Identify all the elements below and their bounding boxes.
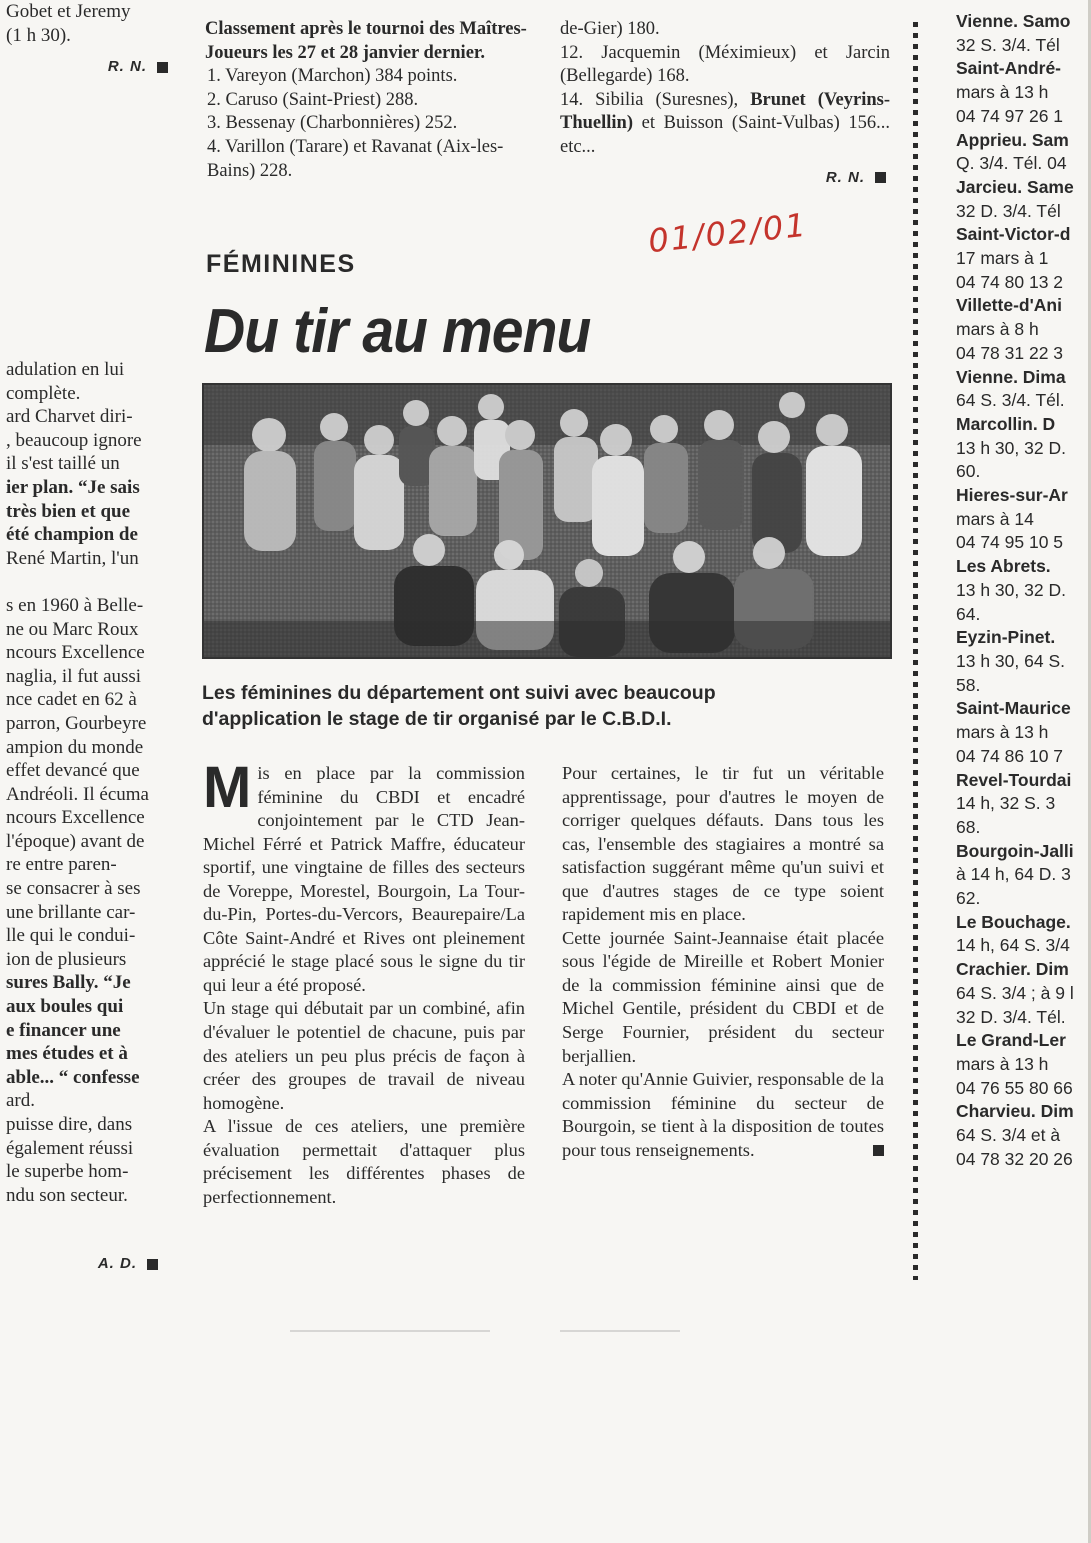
listing-heading: Apprieu. Sam: [956, 129, 1069, 150]
left-column-line: ard.: [6, 1090, 36, 1112]
group-photo: [202, 383, 892, 659]
listing-detail: 14 h, 64 S. 3/4: [956, 935, 1070, 956]
listing-heading: Hieres-sur-Ar: [956, 485, 1068, 506]
right-column-listings: [956, 0, 1091, 1171]
left-column-line: ier plan. “Je sais: [6, 476, 140, 498]
article-headline: Du tir au menu: [204, 297, 591, 366]
listing-detail: 32 D. 3/4. Tél: [956, 200, 1061, 221]
listing-detail: 04 74 97 26 1: [956, 105, 1064, 126]
rankings-bold-name: Brunet (Veyrins-Thuellin): [560, 89, 890, 134]
left-column-line: été champion de: [6, 524, 138, 546]
rankings-text: 14. Sibilia (Suresnes),: [560, 89, 751, 110]
left-column-line: parron, Gourbeyre: [6, 712, 147, 734]
article-text: A noter qu'Annie Guivier, responsable de la commission féminine du secteur de Bourgoin, se tient à la disposition de toutes pour tous renseignements.: [562, 1069, 884, 1160]
signature-bottom: [98, 1252, 158, 1276]
left-column-line: sures Bally. “Je: [6, 972, 131, 994]
listing-detail: 58.: [956, 674, 981, 695]
listing-heading: Le Bouchage.: [956, 911, 1071, 932]
left-column-line: mes études et à: [6, 1043, 128, 1065]
left-column-line: ncours Excellence: [6, 642, 145, 664]
signature-rankings: [560, 166, 886, 190]
left-column-line: se consacrer à ses: [6, 878, 141, 900]
signature-text: A. D.: [97, 1255, 137, 1272]
listing-detail: 04 74 86 10 7: [956, 745, 1064, 766]
left-column-line: [6, 570, 171, 594]
listing-detail: 04 74 80 13 2: [956, 271, 1064, 292]
article-paragraph: Pour certaines, le tir fut un véritable apprentissage, pour d'autres le moyen de corriger quelques défauts. Dans tous les cas, l'ensemble des stagiaires a montré sa satisfaction suggérant même qu'un suivi et que d'autres stages de ce type soient rapidement mis en place.: [562, 763, 884, 925]
listing-detail: 13 h 30, 64 S.: [956, 650, 1065, 671]
end-mark: [875, 172, 886, 183]
listing-detail: mars à 8 h: [956, 319, 1039, 340]
listing-detail: 13 h 30, 32 D.: [956, 579, 1066, 600]
left-column-line: René Martin, l'un: [6, 547, 139, 569]
article-paragraph: [203, 755, 525, 997]
left-column-line: nce cadet en 62 à: [6, 689, 137, 711]
listing-detail: mars à 13 h: [956, 82, 1049, 103]
listing-detail: 64 S. 3/4. Tél.: [956, 390, 1065, 411]
end-mark: [147, 1259, 158, 1270]
listing-detail: 14 h, 32 S. 3: [956, 793, 1056, 814]
left-column-line: également réussi: [6, 1137, 134, 1159]
rankings-column-2: [560, 18, 890, 189]
rankings-text: et Buisson (Saint-Vulbas) 156... etc...: [560, 113, 890, 157]
article-text: is en place par la commission féminine du CBDI et encadré conjointement par le CTD Jean-Michel Férré et Patrick Maffre, éducateur sportif, une vingtaine de filles des secteurs de Voreppe, Morestel, Bourgoin, La Tour-du-Pin, Portes-du-Vercors, Beaurepaire/La Côte Saint-André et Rives ont pleinement apprécié le stage placé sous le signe du tir qui leur a été proposé.: [203, 763, 525, 995]
listing-detail: 04 74 95 10 5: [956, 532, 1064, 553]
listing-heading: Bourgoin-Jalli: [956, 840, 1074, 861]
ranking-item: 2. Caruso (Saint-Priest) 288.: [207, 89, 419, 110]
listing-detail: 13 h 30, 32 D.: [956, 437, 1066, 458]
listing-detail: 04 76 55 80 66: [956, 1077, 1073, 1098]
ranking-item: 4. Varillon (Tarare) et Ravanat (Aix-les-Bains) 228.: [207, 136, 504, 181]
signature-text: R. N.: [825, 168, 865, 186]
signature-text: R. N.: [107, 58, 147, 76]
listing-heading: Saint-Maurice: [956, 698, 1071, 719]
left-column-line: able... “ confesse: [6, 1066, 140, 1088]
end-mark: [157, 62, 168, 73]
listing-detail: 32 S. 3/4. Tél: [956, 34, 1060, 55]
left-column-line: ion de plusieurs: [6, 948, 127, 970]
listing-heading: Le Grand-Ler: [956, 1030, 1066, 1051]
left-column-line: e financer une: [6, 1019, 121, 1041]
left-column-line: re entre paren-: [6, 854, 117, 876]
listing-detail: 04 78 31 22 3: [956, 342, 1064, 363]
left-column-line: , beaucoup ignore: [6, 429, 142, 451]
left-column-line: adulation en lui: [6, 359, 125, 380]
listing-heading: Villette-d'Ani: [956, 295, 1062, 316]
article-paragraph: Cette journée Saint-Jeannaise était placée sous l'égide de Mireille et Robert Monier de la commission féminine ainsi que de Michel Gentile, président du CBDI et de Serge Fournier, président du secteur berjallien.: [562, 927, 884, 1066]
left-column-line: le superbe hom-: [6, 1161, 129, 1183]
left-column-line: lle qui le condui-: [6, 925, 136, 947]
signature-top: [0, 55, 168, 79]
rankings-line: [560, 89, 890, 160]
left-column-top: [0, 0, 168, 47]
column-separator: [913, 22, 918, 1280]
listing-heading: Charvieu. Dim: [956, 1101, 1074, 1122]
ranking-item: 1. Vareyon (Marchon) 384 points.: [207, 66, 458, 87]
listing-detail: mars à 13 h: [956, 722, 1049, 743]
listing-heading: Jarcieu. Same: [956, 176, 1074, 197]
left-column-line: ard Charvet diri-: [6, 406, 133, 428]
rankings-line: 12. Jacquemin (Méximieux) et Jarcin (Bellegarde) 168.: [560, 42, 890, 87]
left-column-line: s en 1960 à Belle-: [6, 594, 144, 616]
left-column-line: (1 h 30).: [6, 24, 71, 46]
listing-detail: 64 S. 3/4 et à: [956, 1125, 1061, 1146]
group-photo-image: [204, 385, 890, 657]
left-column-line: l'époque) avant de: [6, 830, 145, 852]
listing-detail: 32 D. 3/4. Tél.: [956, 1006, 1066, 1027]
photo-caption: Les féminines du département ont suivi avec beaucoup d'application le stage de tir organisé par le C.B.D.I.: [202, 682, 716, 730]
listing-heading: Saint-André-: [956, 58, 1061, 79]
drop-cap: M: [203, 755, 252, 820]
listing-heading: Crachier. Dim: [956, 959, 1069, 980]
left-column-line: ndu son secteur.: [6, 1184, 128, 1206]
listings: [956, 0, 1091, 1171]
end-mark: [873, 1145, 884, 1156]
listing-detail: mars à 13 h: [956, 1053, 1049, 1074]
article-paragraph: [562, 1068, 884, 1162]
listing-heading: Vienne. Samo: [956, 11, 1071, 31]
article-paragraph: Un stage qui débutait par un combiné, afin d'évaluer le potentiel de chacune, puis par des ateliers un peu plus précis de façon à créer des groupes de travail de niveau homogène.: [203, 998, 525, 1113]
listing-heading: Saint-Victor-d: [956, 224, 1071, 245]
rankings-list: [205, 65, 535, 183]
left-column-line: il s'est taillé un: [6, 453, 120, 475]
rankings-column-1: [205, 18, 535, 183]
left-column-line: très bien et que: [6, 500, 131, 522]
left-column: [0, 0, 168, 1272]
left-column-line: ampion du monde: [6, 736, 144, 758]
left-column-line: Andréoli. Il écuma: [6, 783, 149, 805]
listing-detail: à 14 h, 64 D. 3: [956, 864, 1071, 885]
listing-detail: 62.: [956, 888, 981, 909]
handwritten-date: 01/02/01: [646, 205, 810, 261]
listing-detail: 64 S. 3/4 ; à 9 l: [956, 982, 1074, 1003]
left-column-line: Gobet et Jeremy: [6, 1, 131, 22]
listing-heading: Revel-Tourdai: [956, 769, 1072, 790]
listing-heading: Vienne. Dima: [956, 366, 1066, 387]
listing-detail: 04 78 32 20 26: [956, 1148, 1073, 1169]
rankings-line: de-Gier) 180.: [560, 19, 660, 39]
left-column-line: ncours Excellence: [6, 807, 145, 829]
left-column-line: naglia, il fut aussi: [6, 665, 142, 687]
left-column-line: ne ou Marc Roux: [6, 618, 139, 640]
scan-mark: [560, 1330, 680, 1332]
left-column-line: complète.: [6, 382, 81, 404]
article-column-2: [562, 762, 884, 1162]
listing-detail: 64.: [956, 603, 981, 624]
article-column-1: [203, 755, 525, 1209]
left-column-line: aux boules qui: [6, 996, 124, 1018]
rankings-intro: Classement après le tournoi des Maîtres-Joueurs les 27 et 28 janvier dernier.: [205, 19, 527, 63]
listing-heading: Marcollin. D: [956, 413, 1056, 434]
listing-heading: Eyzin-Pinet.: [956, 627, 1056, 648]
left-column-line: effet devancé que: [6, 760, 140, 782]
left-column-line: une brillante car-: [6, 901, 136, 923]
left-column-line: puisse dire, dans: [6, 1114, 133, 1135]
section-kicker: FÉMININES: [206, 250, 356, 278]
listing-detail: 60.: [956, 461, 981, 482]
listing-detail: 68.: [956, 816, 981, 837]
article-paragraph: A l'issue de ces ateliers, une première évaluation permettait d'attaquer plus précisement les différentes phases de perfectionnement.: [203, 1116, 525, 1207]
listing-detail: mars à 14: [956, 508, 1034, 529]
listing-detail: Q. 3/4. Tél. 04: [956, 153, 1067, 174]
ranking-item: 3. Bessenay (Charbonnières) 252.: [207, 113, 458, 134]
scan-mark: [290, 1330, 490, 1332]
listing-detail: 17 mars à 1: [956, 248, 1049, 269]
left-column-body: [6, 358, 171, 1207]
listing-heading: Les Abrets.: [956, 556, 1051, 577]
